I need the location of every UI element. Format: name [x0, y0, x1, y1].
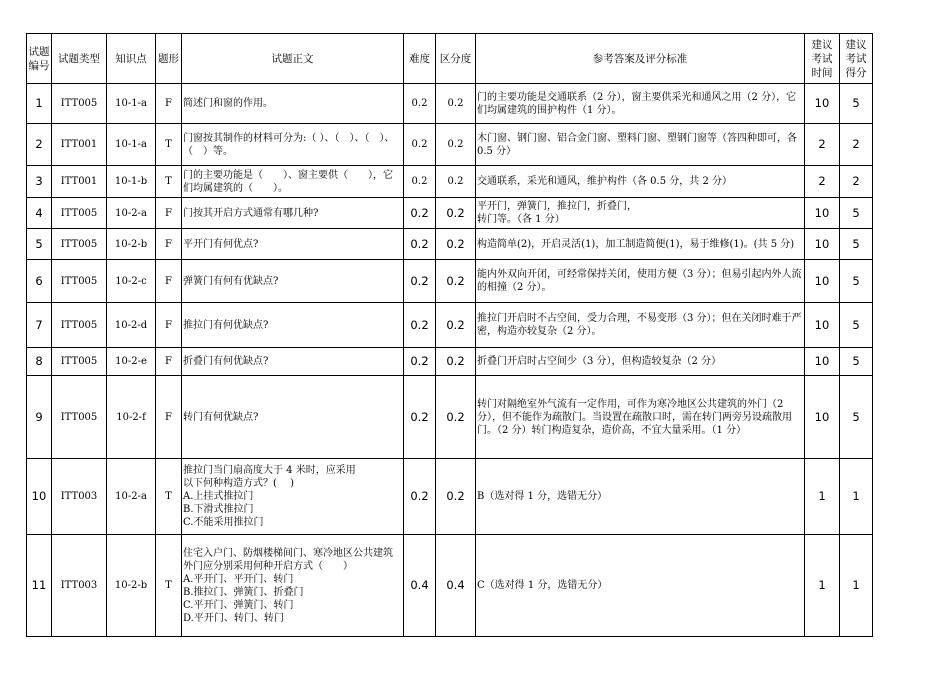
discrimination: 0.2 [436, 84, 476, 124]
answer: 平开门，弹簧门，推拉门，折叠门， 转门等。（各 1 分） [476, 198, 805, 229]
question-id: 7 [27, 303, 52, 348]
difficulty: 0.2 [404, 376, 436, 459]
suggested-score: 2 [840, 124, 873, 166]
discrimination: 0.2 [436, 303, 476, 348]
answer: 构造简单(2)，开启灵活(1)，加工制造简便(1)，易于维修(1)。(共 5 分) [476, 229, 805, 260]
header-knowledge-point: 知识点 [107, 34, 156, 84]
question-form: F [156, 198, 182, 229]
answer: B（选对得 1 分，选错无分） [476, 459, 805, 535]
answer: 转门对隔绝室外气流有一定作用，可作为寒冷地区公共建筑的外门（2 分），但不能作为疏散门。当设置在疏散口时，需在转门两旁另设疏散用门。（2 分）转门构造复杂，造价高，不宜大量采用。（1 分） [476, 376, 805, 459]
header-question-body: 试题正文 [182, 34, 404, 84]
header-row [27, 34, 873, 84]
knowledge-point: 10-2-a [107, 459, 156, 535]
header-answer: 参考答案及评分标准 [476, 34, 805, 84]
difficulty: 0.2 [404, 229, 436, 260]
question-form: T [156, 166, 182, 198]
question-type: ITT001 [52, 124, 107, 166]
question-id: 6 [27, 260, 52, 303]
answer: C（选对得 1 分，选错无分） [476, 535, 805, 637]
table-row [27, 303, 873, 348]
question-form: F [156, 84, 182, 124]
question-type: ITT005 [52, 84, 107, 124]
knowledge-point: 10-1-b [107, 166, 156, 198]
table-row [27, 260, 873, 303]
suggested-time: 10 [805, 376, 840, 459]
knowledge-point: 10-2-b [107, 535, 156, 637]
suggested-time: 10 [805, 229, 840, 260]
question-form: T [156, 459, 182, 535]
discrimination: 0.2 [436, 198, 476, 229]
question-body: 平开门有何优点? [182, 229, 404, 260]
knowledge-point: 10-2-b [107, 229, 156, 260]
question-id: 9 [27, 376, 52, 459]
discrimination: 0.2 [436, 348, 476, 376]
question-body: 住宅入户门、防烟楼梯间门、寒冷地区公共建筑外门应分别采用何种开启方式（ ） A.平开门、平开门、转门 B.推拉门、弹簧门、折叠门 C.平开门、弹簧门、转门 D.平开门、转门、转门 [182, 535, 404, 637]
answer: 能内外双向开闭，可经常保持关闭，使用方便（3 分）；但易引起内外人流的相撞（2 分）。 [476, 260, 805, 303]
question-id: 3 [27, 166, 52, 198]
header-question-type: 试题类型 [52, 34, 107, 84]
difficulty: 0.2 [404, 260, 436, 303]
question-form: F [156, 260, 182, 303]
knowledge-point: 10-1-a [107, 84, 156, 124]
question-form: T [156, 535, 182, 637]
suggested-time: 1 [805, 459, 840, 535]
suggested-score: 1 [840, 459, 873, 535]
suggested-score: 5 [840, 198, 873, 229]
header-suggested-time: 建议 考试 时间 [805, 34, 840, 84]
answer: 木门窗、钢门窗、铝合金门窗、塑料门窗、塑钢门窗等（答四种即可，各 0.5 分） [476, 124, 805, 166]
suggested-time: 1 [805, 535, 840, 637]
question-id: 10 [27, 459, 52, 535]
question-form: F [156, 348, 182, 376]
suggested-time: 10 [805, 260, 840, 303]
table-row [27, 459, 873, 535]
question-body: 门按其开启方式通常有哪几种? [182, 198, 404, 229]
question-type: ITT003 [52, 459, 107, 535]
discrimination: 0.2 [436, 124, 476, 166]
header-discrimination: 区分度 [436, 34, 476, 84]
difficulty: 0.2 [404, 459, 436, 535]
difficulty: 0.2 [404, 348, 436, 376]
difficulty: 0.2 [404, 124, 436, 166]
question-body: 简述门和窗的作用。 [182, 84, 404, 124]
question-body: 门窗按其制作的材料可分为:（ ）、（ ）、（ ）、（ ）等。 [182, 124, 404, 166]
suggested-score: 5 [840, 229, 873, 260]
table-body [27, 84, 873, 637]
knowledge-point: 10-2-d [107, 303, 156, 348]
question-body: 推拉门有何优缺点? [182, 303, 404, 348]
question-id: 2 [27, 124, 52, 166]
discrimination: 0.4 [436, 535, 476, 637]
header-suggested-score: 建议 考试 得分 [840, 34, 873, 84]
question-id: 8 [27, 348, 52, 376]
knowledge-point: 10-2-a [107, 198, 156, 229]
knowledge-point: 10-2-f [107, 376, 156, 459]
suggested-time: 10 [805, 84, 840, 124]
table-row [27, 229, 873, 260]
header-question-form: 题形 [156, 34, 182, 84]
question-id: 5 [27, 229, 52, 260]
answer: 折叠门开启时占空间少（3 分），但构造较复杂（2 分） [476, 348, 805, 376]
difficulty: 0.4 [404, 535, 436, 637]
suggested-time: 10 [805, 198, 840, 229]
knowledge-point: 10-1-a [107, 124, 156, 166]
question-id: 1 [27, 84, 52, 124]
question-type: ITT005 [52, 229, 107, 260]
question-body: 门的主要功能是（ ）、窗主要供（ ），它们均属建筑的（ ）。 [182, 166, 404, 198]
question-body: 弹簧门有何有优缺点? [182, 260, 404, 303]
question-body: 折叠门有何优缺点? [182, 348, 404, 376]
knowledge-point: 10-2-c [107, 260, 156, 303]
question-id: 4 [27, 198, 52, 229]
question-id: 11 [27, 535, 52, 637]
difficulty: 0.2 [404, 198, 436, 229]
question-type: ITT003 [52, 535, 107, 637]
answer: 门的主要功能是交通联系（2 分），窗主要供采光和通风之用（2 分），它们均属建筑的围护构件（1 分）。 [476, 84, 805, 124]
table-row [27, 535, 873, 637]
suggested-time: 10 [805, 303, 840, 348]
question-type: ITT005 [52, 348, 107, 376]
suggested-score: 5 [840, 348, 873, 376]
difficulty: 0.2 [404, 166, 436, 198]
answer: 交通联系，采光和通风，维护构件（各 0.5 分，共 2 分） [476, 166, 805, 198]
discrimination: 0.2 [436, 260, 476, 303]
difficulty: 0.2 [404, 303, 436, 348]
question-form: T [156, 124, 182, 166]
suggested-score: 2 [840, 166, 873, 198]
header-difficulty: 难度 [404, 34, 436, 84]
answer: 推拉门开启时不占空间，受力合理，不易变形（3 分）；但在关闭时难于严密，构造亦较复杂（2 分）。 [476, 303, 805, 348]
knowledge-point: 10-2-e [107, 348, 156, 376]
suggested-score: 1 [840, 535, 873, 637]
discrimination: 0.2 [436, 376, 476, 459]
discrimination: 0.2 [436, 229, 476, 260]
exam-question-table [26, 33, 873, 637]
header-question-id: 试题 编号 [27, 34, 52, 84]
discrimination: 0.2 [436, 166, 476, 198]
suggested-score: 5 [840, 84, 873, 124]
question-body: 推拉门当门扇高度大于 4 米时，应采用 以下何种构造方式？( ) A.上挂式推拉门 B.下滑式推拉门 C.不能采用推拉门 [182, 459, 404, 535]
question-type: ITT005 [52, 376, 107, 459]
suggested-score: 5 [840, 376, 873, 459]
discrimination: 0.2 [436, 459, 476, 535]
table-row [27, 84, 873, 124]
difficulty: 0.2 [404, 84, 436, 124]
question-form: F [156, 303, 182, 348]
suggested-score: 5 [840, 303, 873, 348]
table-row [27, 198, 873, 229]
question-type: ITT005 [52, 198, 107, 229]
question-form: F [156, 229, 182, 260]
suggested-time: 2 [805, 124, 840, 166]
table-row [27, 124, 873, 166]
table-row [27, 166, 873, 198]
table-row [27, 348, 873, 376]
question-type: ITT005 [52, 260, 107, 303]
suggested-score: 5 [840, 260, 873, 303]
suggested-time: 2 [805, 166, 840, 198]
question-type: ITT001 [52, 166, 107, 198]
question-form: F [156, 376, 182, 459]
table-row [27, 376, 873, 459]
question-type: ITT005 [52, 303, 107, 348]
question-body: 转门有何优缺点? [182, 376, 404, 459]
suggested-time: 10 [805, 348, 840, 376]
